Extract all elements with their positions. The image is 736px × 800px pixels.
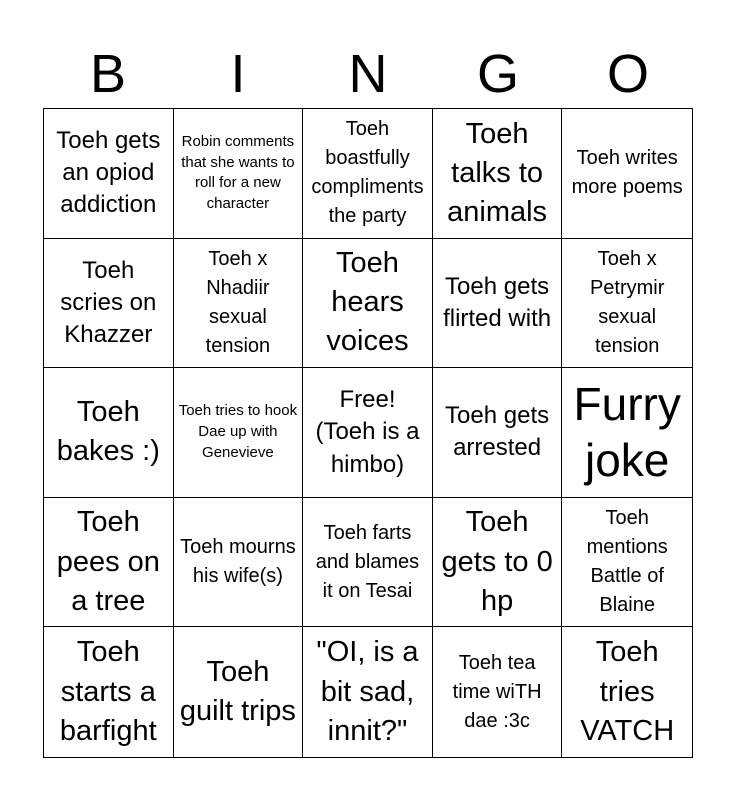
bingo-cell-r4-c2[interactable]	[174, 498, 304, 628]
bingo-cell-r4-c1[interactable]	[44, 498, 174, 628]
bingo-cell-r3-c1[interactable]	[44, 368, 174, 498]
cell-text: Robin comments that she wants to roll for a new character	[181, 132, 295, 212]
cell-text: Toeh boastfully compliments the party	[311, 118, 424, 228]
cell-text: Toeh mentions Battle of Blaine	[586, 507, 668, 617]
bingo-board	[43, 108, 693, 758]
cell-text: Toeh talks to animals	[447, 117, 548, 228]
bingo-cell-r3-c2[interactable]	[174, 368, 304, 498]
bingo-cell-r1-c2[interactable]	[174, 109, 304, 239]
bingo-cell-r5-c3[interactable]	[303, 627, 433, 757]
header-letter-g: G	[476, 44, 519, 104]
bingo-cell-r2-c3[interactable]	[303, 239, 433, 369]
cell-text: Toeh x Nhadiir sexual tension	[205, 247, 271, 357]
cell-text: Toeh bakes :)	[56, 396, 160, 468]
cell-text: Furry joke	[573, 378, 681, 487]
cell-text: Toeh guilt trips	[179, 656, 296, 728]
cell-text: Toeh gets to 0 hp	[441, 506, 553, 617]
bingo-cell-r5-c5[interactable]	[562, 627, 692, 757]
cell-text: Toeh tea time wiTH dae :3c	[452, 651, 542, 732]
bingo-cell-r1-c5[interactable]	[562, 109, 692, 239]
cell-text: "OI, is a bit sad, innit?"	[316, 636, 419, 747]
cell-text: Toeh gets arrested	[445, 402, 550, 462]
cell-text: Toeh x Petrymir sexual tension	[589, 247, 665, 357]
cell-text: Toeh writes more poems	[571, 147, 683, 199]
bingo-cell-r5-c2[interactable]	[174, 627, 304, 757]
cell-text: Toeh scries on Khazzer	[60, 256, 157, 348]
cell-text: Toeh farts and blames it on Tesai	[315, 521, 420, 602]
bingo-cell-r2-c5[interactable]	[562, 239, 692, 369]
bingo-cell-r1-c3[interactable]	[303, 109, 433, 239]
header-letter-b: B	[89, 44, 127, 104]
bingo-cell-r2-c4[interactable]	[433, 239, 563, 369]
bingo-cell-r2-c1[interactable]	[44, 239, 174, 369]
bingo-cell-r5-c1[interactable]	[44, 627, 174, 757]
bingo-cell-r1-c1[interactable]	[44, 109, 174, 239]
cell-text: Toeh tries VATCH	[580, 636, 675, 747]
cell-text: Toeh mourns his wife(s)	[180, 536, 296, 588]
header-letter-n: N	[348, 44, 388, 104]
bingo-cell-r2-c2[interactable]	[174, 239, 304, 369]
bingo-cell-r3-c4[interactable]	[433, 368, 563, 498]
cell-text: Toeh tries to hook Dae up with Genevieve	[178, 402, 298, 461]
bingo-cell-r4-c4[interactable]	[433, 498, 563, 628]
header-letter-o: O	[606, 44, 649, 104]
bingo-header	[43, 40, 693, 108]
cell-text: Toeh starts a barfight	[59, 636, 157, 747]
bingo-cell-r3-c5[interactable]	[562, 368, 692, 498]
bingo-cell-r3-c3-free[interactable]	[303, 368, 433, 498]
bingo-cell-r4-c5[interactable]	[562, 498, 692, 628]
header-letter-i: I	[230, 44, 246, 104]
cell-text: Toeh pees on a tree	[56, 506, 160, 617]
bingo-cell-r1-c4[interactable]	[433, 109, 563, 239]
bingo-cell-r5-c4[interactable]	[433, 627, 563, 757]
cell-text: Toeh gets flirted with	[443, 272, 552, 332]
cell-text: Free! (Toeh is a himbo)	[315, 386, 420, 478]
bingo-cell-r4-c3[interactable]	[303, 498, 433, 628]
cell-text: Toeh gets an opiod addiction	[56, 127, 161, 219]
cell-text: Toeh hears voices	[326, 247, 409, 358]
